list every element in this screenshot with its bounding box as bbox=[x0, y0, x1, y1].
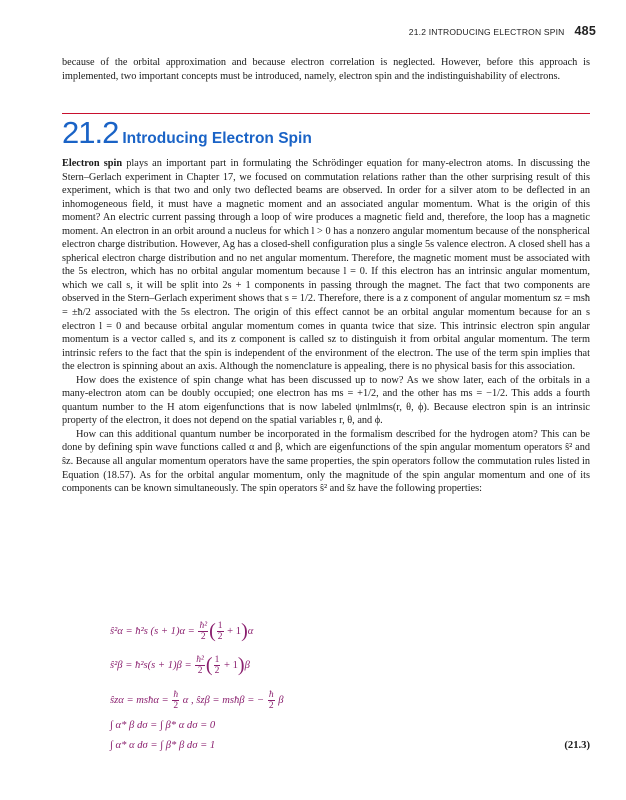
running-head bbox=[409, 24, 596, 38]
page-number: 485 bbox=[574, 24, 596, 38]
equation-normalization: ∫ α* α dσ = ∫ β* β dσ = 1 bbox=[110, 740, 216, 751]
key-term: Electron spin bbox=[62, 158, 123, 169]
intro-paragraph: because of the orbital approximation and because electron correlation is neglected. However, before this approach is implemented, two important concepts must be introduced, namely, electron spin and the indistinguishability of electrons. bbox=[62, 57, 590, 82]
equation-sz: ŝzα = msħα = $\frac{ħ}{2}$ α , ŝzβ = msħβ = − $\frac{ħ}{2}$ β bbox=[110, 690, 284, 711]
equation-number: (21.3) bbox=[564, 740, 590, 751]
paragraph-1-text: plays an important part in formulating the Schrödinger equation for many-electron atoms. In discussing the Stern–Gerlach experiment in Chapter 17, we focused on commutation relations rather than the other surprising result of this experiment, which is that two and only two deflected beams are observed. In order for a silver atom to be deflected in an inhomogeneous field, it must have a magnetic moment and an associated angular momentum. What is the origin of this moment? An electric current passing through a loop of wire produces a magnetic field and, therefore, the loop has a magnetic moment. An electron in an orbit around a nucleus for which l > 0 has a nonzero angular momentum because of the nonspherical electron charge distribution. However, Ag has a closed-shell configuration plus a single 5s valence electron. A closed shell has a spherical electron charge distribution and no net angular momentum. Therefore, the magnetic moment must be associated with the 5s electron, which has no orbital angular momentum because l = 0. If this electron has an intrinsic angular momentum, which we call s, it will be split into 2s + 1 components in passing through the magnet. The fact that two components are observed in the Stern–Gerlach experiment shows that s = 1/2. Therefore, there is a z component of angular momentum sz = msħ = ±ħ/2 associated with the 5s electron. The origin of this effect cannot be an orbital angular momentum because for an s electron l = 0 and because orbital angular momentum comes in quanta twice that size. This intrinsic electron spin angular momentum is a vector called s, and its z component is called sz to distinguish it from orbital angular momentum. The term intrinsic refers to the fact that the spin is independent of the environment of the electron. The use of the term spin implies that the electron is spinning about an axis. Although the nomenclature is appealing, there is no physical basis for this association. bbox=[62, 158, 590, 373]
section-body bbox=[62, 157, 590, 496]
running-title: 21.2 INTRODUCING ELECTRON SPIN bbox=[408, 27, 565, 37]
section-number: 21.2 bbox=[62, 115, 119, 150]
paragraph-3: How can this additional quantum number be incorporated in the formalism described for the hydrogen atom? This can be done by defining spin wave functions called α and β, which are eigenfunctions of the spin angular momentum operators ŝ² and ŝz. Because all angular momentum operators have the same properties, the spin operators follow the commutation rules listed in Equation (18.57). As for the orbital angular momentum, only the magnitude of the spin angular momentum and one of its components can be known simultaneously. The spin operators ŝ² and ŝz have the following properties: bbox=[62, 428, 590, 495]
equation-block bbox=[110, 616, 590, 776]
equation-s2-beta: ŝ²β = ħ²s(s + 1)β = $\frac{\text{ħ²}}{2}$ ( $\frac{1}{2}$ + 1)β bbox=[110, 654, 250, 676]
section-divider bbox=[62, 113, 590, 114]
paragraph-1 bbox=[62, 157, 590, 374]
equation-s2-alpha: ŝ²α = ħ²s (s + 1)α = $\frac{\text{ħ²}}{2}$ ( $\frac{1}{2}$ + 1)α bbox=[110, 620, 254, 642]
equation-orthogonality: ∫ α* β dσ = ∫ β* α dσ = 0 bbox=[110, 720, 216, 731]
section-heading bbox=[62, 116, 590, 150]
section-title: Introducing Electron Spin bbox=[122, 130, 312, 147]
paragraph-2: How does the existence of spin change what has been discussed up to now? As we show later, each of the orbitals in a many-electron atom can be doubly occupied; one electron has ms = +1/2, and the other has ms = −1/2. This adds a fourth quantum number to the H atom eigenfunctions that is now labeled ψnlmlms(r, θ, ϕ). Because electron spin is an intrinsic property of the electron, it does not depend on the spatial variables r, θ, and ϕ. bbox=[62, 374, 590, 427]
